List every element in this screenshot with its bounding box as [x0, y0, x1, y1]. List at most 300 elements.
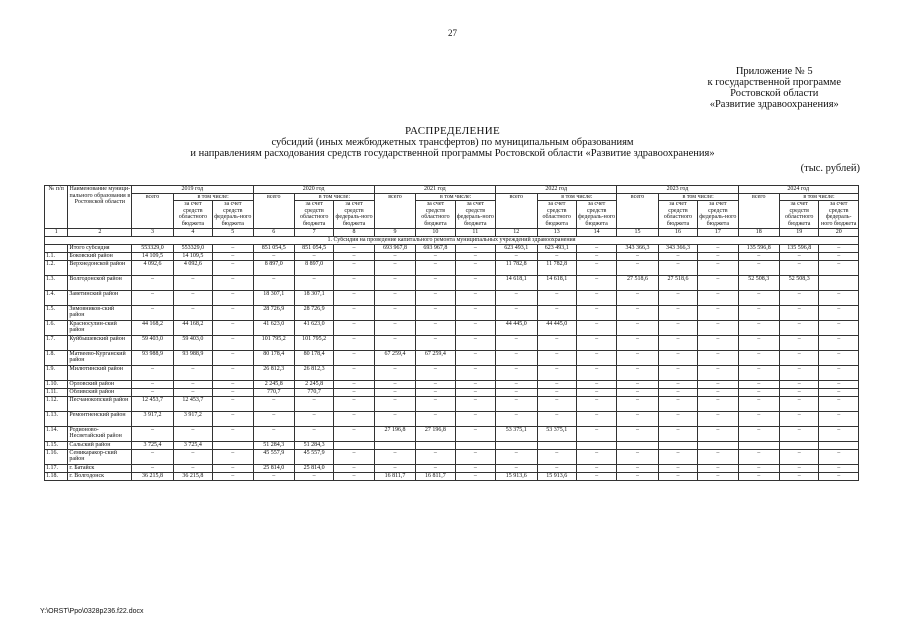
- header-including: в том числе:: [780, 193, 859, 201]
- row-value: –: [617, 365, 658, 380]
- row-value: –: [738, 305, 779, 320]
- row-value: –: [698, 426, 738, 441]
- header-federal: за счет средств федераль-ного бюджета: [456, 201, 494, 227]
- row-value: 553329,0: [173, 244, 212, 252]
- row-municipality: Волгодонской район: [68, 275, 132, 290]
- row-value: –: [698, 396, 738, 411]
- row-value: –: [658, 396, 697, 411]
- table-row: [45, 411, 859, 426]
- header-total: всего: [132, 193, 173, 228]
- row-value: –: [738, 252, 779, 260]
- table-row: [45, 388, 859, 396]
- row-value: –: [576, 365, 616, 380]
- row-value: [576, 441, 616, 449]
- row-value: [537, 441, 576, 449]
- table-row: [45, 472, 859, 480]
- row-municipality: Зимовников-ский район: [68, 305, 132, 320]
- row-value: –: [658, 464, 697, 472]
- row-value: –: [780, 411, 819, 426]
- row-value: –: [617, 388, 658, 396]
- row-value: –: [496, 388, 537, 396]
- table-row: [45, 305, 859, 320]
- row-value: –: [617, 350, 658, 365]
- row-value: –: [819, 335, 859, 350]
- row-value: 343 366,3: [658, 244, 697, 252]
- row-value: –: [496, 305, 537, 320]
- row-value: 41 623,0: [253, 320, 294, 335]
- header-including: в том числе:: [294, 193, 374, 201]
- row-value: –: [819, 252, 859, 260]
- row-value: –: [132, 464, 173, 472]
- row-value: –: [496, 350, 537, 365]
- column-number: 6: [253, 228, 294, 236]
- row-value: –: [334, 464, 374, 472]
- row-value: 11 782,8: [537, 260, 576, 275]
- row-value: 343 366,3: [617, 244, 658, 252]
- row-value: 553329,0: [132, 244, 173, 252]
- row-value: –: [334, 320, 374, 335]
- column-number: 19: [780, 228, 819, 236]
- row-number: [45, 244, 68, 252]
- row-value: –: [537, 396, 576, 411]
- row-value: –: [455, 275, 495, 290]
- row-value: –: [617, 464, 658, 472]
- row-value: 623 493,1: [496, 244, 537, 252]
- row-value: –: [698, 275, 738, 290]
- row-value: –: [294, 396, 333, 411]
- row-value: –: [780, 365, 819, 380]
- header-including: в том числе:: [537, 193, 617, 201]
- row-number: 1.12.: [45, 396, 68, 411]
- row-value: –: [334, 426, 374, 441]
- row-value: –: [496, 464, 537, 472]
- row-value: –: [173, 290, 212, 305]
- header-total: всего: [617, 193, 658, 228]
- row-value: –: [698, 252, 738, 260]
- row-number: 1.16.: [45, 449, 68, 464]
- row-value: –: [819, 472, 859, 480]
- row-number: 1.10.: [45, 380, 68, 388]
- row-value: –: [374, 275, 415, 290]
- table-row: [45, 464, 859, 472]
- document-subtitle-line: и направлениям расходования средств государственной программы Ростовской области «Развитие здравоохранения»: [190, 148, 715, 159]
- row-value: –: [617, 320, 658, 335]
- row-value: –: [738, 350, 779, 365]
- row-value: –: [537, 252, 576, 260]
- row-value: –: [658, 290, 697, 305]
- row-value: –: [374, 365, 415, 380]
- row-value: –: [416, 320, 455, 335]
- row-value: –: [617, 449, 658, 464]
- row-value: –: [780, 350, 819, 365]
- row-value: –: [173, 388, 212, 396]
- row-value: –: [416, 275, 455, 290]
- row-value: [780, 441, 819, 449]
- row-value: –: [617, 305, 658, 320]
- row-value: –: [658, 449, 697, 464]
- row-value: –: [698, 290, 738, 305]
- row-value: [819, 441, 859, 449]
- row-value: –: [132, 426, 173, 441]
- header-year: 2020 год: [253, 186, 374, 194]
- table-row: [45, 380, 859, 388]
- table-row: [45, 441, 859, 449]
- row-number: 1.15.: [45, 441, 68, 449]
- row-value: –: [374, 464, 415, 472]
- header-regional: за счет средств областного бюджета: [173, 201, 212, 228]
- row-value: 36 215,8: [173, 472, 212, 480]
- row-value: –: [416, 290, 455, 305]
- row-value: –: [455, 290, 495, 305]
- row-value: –: [455, 305, 495, 320]
- row-value: –: [496, 365, 537, 380]
- file-path-footer: Y:\ORST\Ppo\0328p236.f22.docx: [40, 608, 144, 615]
- row-value: –: [334, 260, 374, 275]
- row-value: –: [780, 252, 819, 260]
- row-value: –: [334, 252, 374, 260]
- row-value: –: [658, 350, 697, 365]
- row-value: 51 284,3: [294, 441, 333, 449]
- row-value: –: [173, 449, 212, 464]
- row-value: –: [253, 426, 294, 441]
- row-value: –: [698, 411, 738, 426]
- column-number: 15: [617, 228, 658, 236]
- row-value: –: [213, 472, 253, 480]
- header-col-no: № п/п: [45, 186, 68, 229]
- header-federal: за счет средств федераль-ного бюджета: [214, 201, 252, 227]
- row-municipality: г. Волгодонск: [68, 472, 132, 480]
- table-row: [45, 350, 859, 365]
- row-value: [213, 441, 253, 449]
- row-value: –: [658, 388, 697, 396]
- row-value: 41 623,0: [294, 320, 333, 335]
- row-value: 14 109,5: [173, 252, 212, 260]
- document-subtitle-line: субсидий (иных межбюджетных трансфертов) по муниципальным образованиям: [271, 137, 634, 148]
- row-value: –: [416, 335, 455, 350]
- row-value: 25 814,0: [253, 464, 294, 472]
- row-value: [658, 441, 697, 449]
- row-value: –: [698, 260, 738, 275]
- row-municipality: Заветинский район: [68, 290, 132, 305]
- row-municipality: Орловский район: [68, 380, 132, 388]
- row-value: –: [213, 244, 253, 252]
- row-municipality: Родионово-Несветайский район: [68, 426, 132, 441]
- row-value: 8 897,0: [253, 260, 294, 275]
- row-value: –: [455, 388, 495, 396]
- row-value: 93 988,9: [132, 350, 173, 365]
- row-value: 27 196,8: [416, 426, 455, 441]
- row-value: –: [576, 426, 616, 441]
- row-value: –: [819, 464, 859, 472]
- row-value: 4 092,6: [132, 260, 173, 275]
- distribution-table-wrap: [44, 185, 859, 481]
- row-value: –: [738, 449, 779, 464]
- row-value: –: [374, 320, 415, 335]
- header-year: 2022 год: [496, 186, 617, 194]
- row-value: –: [658, 365, 697, 380]
- row-value: –: [213, 305, 253, 320]
- row-value: –: [416, 305, 455, 320]
- row-value: –: [334, 365, 374, 380]
- row-value: –: [537, 365, 576, 380]
- units-label: (тыс. рублей): [800, 163, 860, 174]
- row-value: –: [576, 472, 616, 480]
- table-row: [45, 275, 859, 290]
- row-municipality: Обливский район: [68, 388, 132, 396]
- row-value: –: [213, 411, 253, 426]
- column-number: 9: [374, 228, 415, 236]
- row-number: 1.8.: [45, 350, 68, 365]
- row-value: 623 493,1: [537, 244, 576, 252]
- row-value: –: [253, 411, 294, 426]
- row-value: 3 917,2: [173, 411, 212, 426]
- row-value: –: [780, 449, 819, 464]
- row-value: –: [537, 290, 576, 305]
- row-number: 1.18.: [45, 472, 68, 480]
- row-value: –: [416, 396, 455, 411]
- row-value: –: [698, 305, 738, 320]
- row-value: –: [819, 426, 859, 441]
- row-value: 11 782,8: [496, 260, 537, 275]
- row-value: –: [738, 388, 779, 396]
- row-number: 1.9.: [45, 365, 68, 380]
- row-value: –: [416, 260, 455, 275]
- row-number: 1.4.: [45, 290, 68, 305]
- row-value: –: [253, 252, 294, 260]
- row-value: –: [617, 335, 658, 350]
- row-value: –: [132, 290, 173, 305]
- header-federal: за счет средств федераль-ного бюджета: [819, 201, 859, 228]
- row-value: –: [416, 388, 455, 396]
- row-value: 14 618,1: [537, 275, 576, 290]
- row-value: 16 811,7: [416, 472, 455, 480]
- row-value: –: [213, 335, 253, 350]
- row-value: –: [738, 365, 779, 380]
- row-value: –: [496, 380, 537, 388]
- row-value: –: [698, 472, 738, 480]
- row-value: –: [455, 244, 495, 252]
- row-value: –: [213, 426, 253, 441]
- row-value: –: [334, 244, 374, 252]
- row-value: –: [132, 305, 173, 320]
- header-year: 2024 год: [738, 186, 858, 194]
- column-number: 8: [334, 228, 374, 236]
- row-value: –: [213, 464, 253, 472]
- table-row: [45, 244, 859, 252]
- column-number: 18: [738, 228, 779, 236]
- row-value: –: [213, 380, 253, 388]
- row-value: –: [334, 305, 374, 320]
- row-value: –: [819, 388, 859, 396]
- row-value: –: [819, 244, 859, 252]
- row-value: –: [213, 388, 253, 396]
- row-value: –: [819, 305, 859, 320]
- row-value: –: [334, 411, 374, 426]
- row-value: –: [334, 396, 374, 411]
- header-regional: за счет средств областного бюджета: [780, 201, 819, 228]
- row-value: –: [132, 275, 173, 290]
- row-value: –: [294, 252, 333, 260]
- appendix-line: Приложение № 5: [735, 66, 813, 77]
- row-value: –: [455, 335, 495, 350]
- column-number: 12: [496, 228, 537, 236]
- column-number: 13: [537, 228, 576, 236]
- row-value: 28 726,9: [294, 305, 333, 320]
- row-value: 14 618,1: [496, 275, 537, 290]
- row-value: –: [537, 350, 576, 365]
- row-value: –: [738, 320, 779, 335]
- row-value: 52 508,3: [780, 275, 819, 290]
- row-value: 135 596,8: [738, 244, 779, 252]
- row-value: 4 092,6: [173, 260, 212, 275]
- row-value: –: [213, 350, 253, 365]
- row-value: –: [455, 365, 495, 380]
- column-number: 7: [294, 228, 333, 236]
- row-number: 1.11.: [45, 388, 68, 396]
- row-value: –: [576, 252, 616, 260]
- row-value: –: [455, 464, 495, 472]
- row-value: –: [334, 472, 374, 480]
- row-value: –: [132, 365, 173, 380]
- column-number: 4: [173, 228, 212, 236]
- row-value: –: [253, 396, 294, 411]
- row-value: –: [780, 305, 819, 320]
- table-row: [45, 365, 859, 380]
- row-value: –: [173, 464, 212, 472]
- row-value: 53 375,1: [537, 426, 576, 441]
- row-municipality: Сальский район: [68, 441, 132, 449]
- column-number: 5: [213, 228, 253, 236]
- row-value: –: [496, 411, 537, 426]
- row-value: –: [334, 449, 374, 464]
- row-value: –: [780, 396, 819, 411]
- row-value: 44 168,2: [173, 320, 212, 335]
- row-value: –: [617, 472, 658, 480]
- row-value: –: [455, 396, 495, 411]
- row-value: –: [537, 449, 576, 464]
- row-value: –: [496, 449, 537, 464]
- row-value: –: [416, 449, 455, 464]
- row-value: [738, 441, 779, 449]
- header-year: 2023 год: [617, 186, 738, 194]
- header-total: всего: [253, 193, 294, 228]
- row-value: 2 245,8: [294, 380, 333, 388]
- row-value: –: [455, 260, 495, 275]
- row-value: –: [374, 290, 415, 305]
- row-value: [374, 441, 415, 449]
- row-value: –: [819, 320, 859, 335]
- page-number: 27: [448, 28, 457, 38]
- row-value: –: [617, 396, 658, 411]
- row-value: –: [819, 449, 859, 464]
- row-value: –: [576, 449, 616, 464]
- row-value: –: [213, 260, 253, 275]
- row-municipality: Боковский район: [68, 252, 132, 260]
- row-value: –: [173, 305, 212, 320]
- row-value: –: [738, 335, 779, 350]
- row-value: 59 403,0: [132, 335, 173, 350]
- row-value: –: [173, 365, 212, 380]
- row-value: –: [576, 290, 616, 305]
- table-row: [45, 260, 859, 275]
- row-value: –: [132, 449, 173, 464]
- row-value: –: [416, 380, 455, 388]
- row-value: –: [374, 305, 415, 320]
- row-value: –: [658, 411, 697, 426]
- table-row: [45, 320, 859, 335]
- column-number: 11: [455, 228, 495, 236]
- row-value: –: [173, 426, 212, 441]
- row-number: 1.6.: [45, 320, 68, 335]
- table-row: [45, 396, 859, 411]
- row-value: –: [698, 464, 738, 472]
- header-including: в том числе:: [173, 193, 253, 201]
- row-value: –: [537, 388, 576, 396]
- document-title: РАСПРЕДЕЛЕНИЕ: [405, 125, 500, 137]
- row-value: –: [819, 396, 859, 411]
- column-number: 16: [658, 228, 697, 236]
- row-value: [455, 441, 495, 449]
- row-value: 80 178,4: [253, 350, 294, 365]
- row-value: –: [780, 380, 819, 388]
- row-value: –: [374, 380, 415, 388]
- header-col-name: Наименование муници-пального образования в Ростовской области: [68, 186, 132, 229]
- row-value: –: [738, 472, 779, 480]
- row-value: 8 897,0: [294, 260, 333, 275]
- row-value: –: [213, 365, 253, 380]
- row-value: 2 245,8: [253, 380, 294, 388]
- row-value: –: [173, 275, 212, 290]
- row-value: [819, 275, 859, 290]
- row-value: –: [658, 252, 697, 260]
- row-value: –: [374, 388, 415, 396]
- row-value: –: [537, 380, 576, 388]
- row-value: –: [374, 411, 415, 426]
- row-value: –: [780, 472, 819, 480]
- row-number: 1.3.: [45, 275, 68, 290]
- row-value: 45 557,9: [253, 449, 294, 464]
- row-value: –: [658, 426, 697, 441]
- table-row: [45, 335, 859, 350]
- row-value: 52 508,3: [738, 275, 779, 290]
- appendix-block: [708, 66, 841, 110]
- row-value: –: [416, 464, 455, 472]
- header-total: всего: [374, 193, 415, 228]
- row-value: –: [374, 449, 415, 464]
- column-number: 17: [698, 228, 738, 236]
- row-municipality: Песчанокопский район: [68, 396, 132, 411]
- row-value: –: [698, 320, 738, 335]
- row-value: 101 795,2: [253, 335, 294, 350]
- row-value: –: [455, 472, 495, 480]
- row-value: –: [738, 464, 779, 472]
- column-number: 20: [819, 228, 859, 236]
- row-value: –: [576, 350, 616, 365]
- row-value: –: [455, 320, 495, 335]
- table-row: [45, 290, 859, 305]
- header-row-including: [45, 193, 859, 201]
- row-value: –: [617, 426, 658, 441]
- row-value: –: [455, 350, 495, 365]
- header-regional: за счет средств областного бюджета: [294, 201, 333, 228]
- row-value: –: [455, 411, 495, 426]
- row-value: –: [537, 335, 576, 350]
- row-value: –: [698, 335, 738, 350]
- row-value: –: [738, 260, 779, 275]
- row-value: 27 518,6: [617, 275, 658, 290]
- row-value: –: [576, 464, 616, 472]
- row-value: –: [576, 275, 616, 290]
